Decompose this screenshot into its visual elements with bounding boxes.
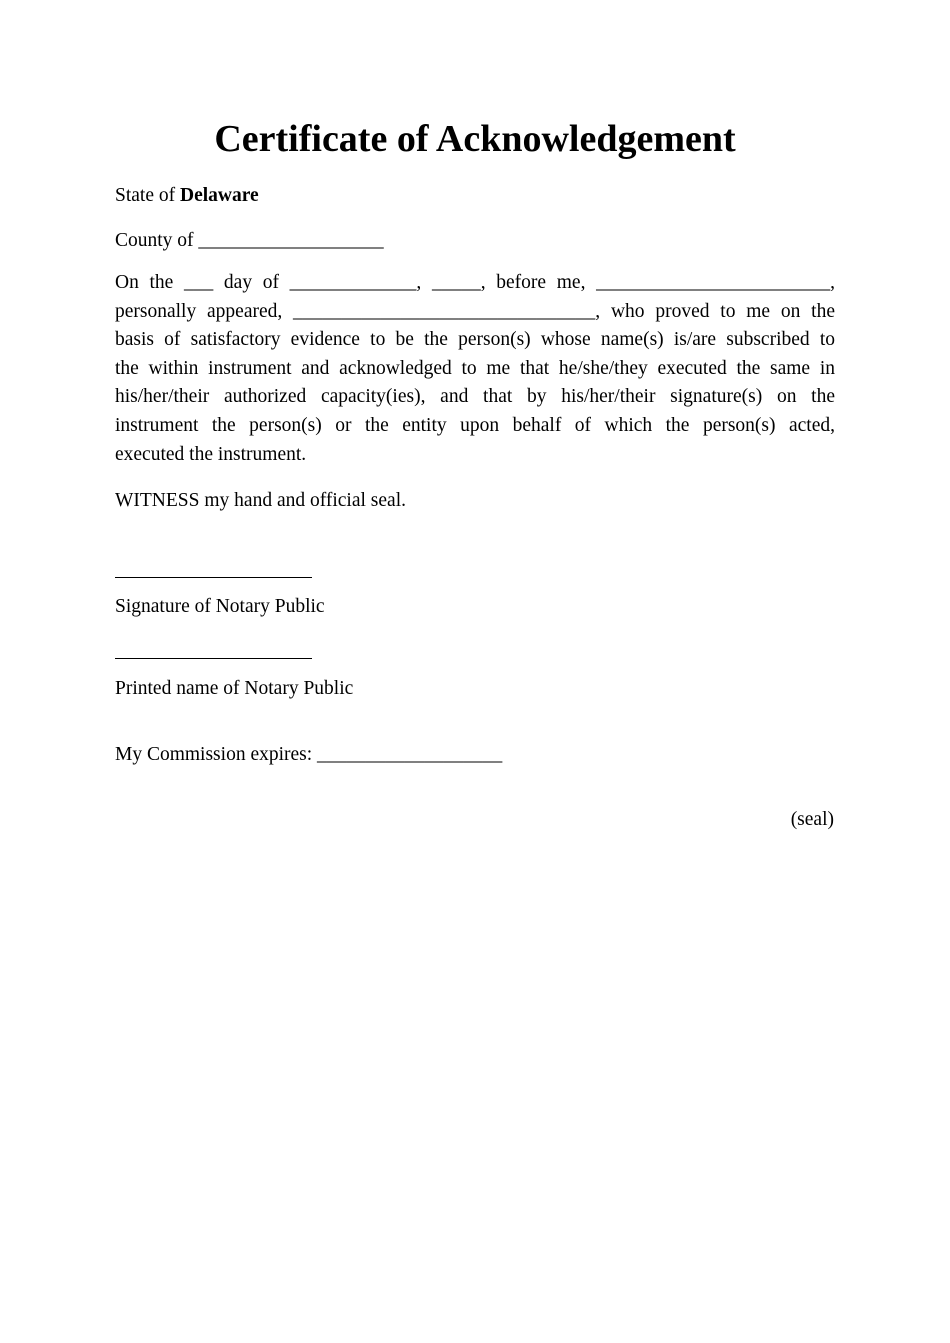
paragraph-line: On the ___ day of _____________, _____, before me, ________________________,: [115, 272, 835, 293]
county-line: County of ___________________: [115, 230, 384, 251]
acknowledgement-paragraph: [115, 269, 835, 469]
paragraph-line: basis of satisfactory evidence to be the person(s) whose name(s) is/are subscribed to: [115, 329, 835, 351]
commission-line: My Commission expires: ___________________: [115, 744, 503, 765]
state-label: State of: [115, 185, 176, 206]
paragraph-line: executed the instrument.: [115, 443, 307, 465]
seal-placeholder: (seal): [790, 809, 834, 830]
state-value: Delaware: [179, 185, 259, 206]
document-title: Certificate of Acknowledgement: [214, 118, 736, 160]
printed-name-label: Printed name of Notary Public: [115, 678, 354, 699]
paragraph-line: personally appeared, _______________________________, who proved to me on the: [115, 300, 835, 322]
paragraph-line: the within instrument and acknowledged to me that he/she/they executed the same in: [115, 357, 835, 379]
paragraph-line: instrument the person(s) or the entity upon behalf of which the person(s) acted,: [115, 414, 835, 436]
printed-name-blank-line: [115, 658, 312, 659]
signature-blank-line: [115, 577, 312, 578]
state-line: [115, 184, 259, 208]
witness-line: WITNESS my hand and official seal.: [115, 490, 406, 511]
paragraph-line: his/her/their authorized capacity(ies), and that by his/her/their signature(s) on the: [115, 386, 835, 408]
signature-label: Signature of Notary Public: [115, 596, 325, 617]
